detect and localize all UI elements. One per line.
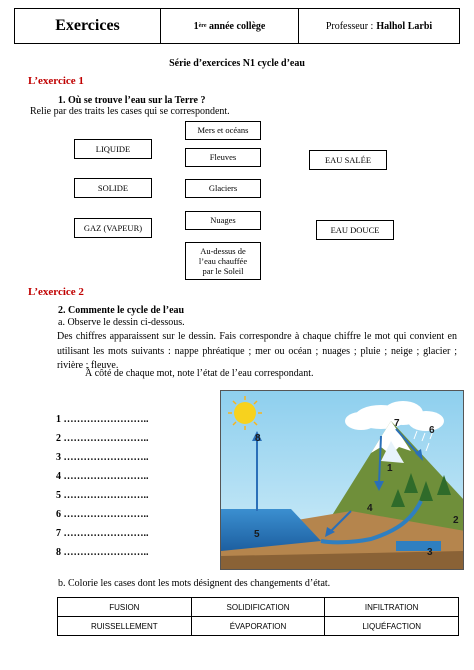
table-cell-liquefaction[interactable]: LIQUÉFACTION [325,617,459,636]
box-glaciers: Glaciers [185,179,261,198]
level-superscript: ère [198,23,207,29]
answer-line-4[interactable]: 4 …………………….. [56,471,149,482]
diagram-number-1: 1 [387,463,393,474]
water-cycle-illustration [221,391,464,570]
table-cell-ruissellement[interactable]: RUISSELLEMENT [58,617,192,636]
exercise1-instruction: Relie par des traits les cases qui se correspondent. [30,106,230,117]
groundwater [396,541,441,551]
box-gaz: GAZ (VAPEUR) [74,218,152,238]
box-au-dessus-eau: Au-dessus de l’eau chauffée par le Soleil [185,242,261,280]
header-teacher [299,9,459,43]
exercise2-sub-b: b. Colorie les cases dont les mots désignent des changements d’état. [58,578,331,589]
teacher-label: Professeur : [325,20,374,32]
box-eau-douce: EAU DOUCE [316,220,394,240]
table-cell-solidification[interactable]: SOLIDIFICATION [191,598,325,617]
exercise1-heading: L’exercice 1 [28,75,84,87]
answer-line-3[interactable]: 3 …………………….. [56,452,149,463]
series-title: Série d’exercices N1 cycle d’eau [169,58,305,69]
diagram-number-3: 3 [427,547,433,558]
exercise2-sub-a: a. Observe le dessin ci-dessous. [58,317,185,328]
answer-line-8[interactable]: 8 …………………….. [56,547,149,558]
table-row [58,617,459,636]
exercise2-question: 2. Commente le cycle de l’eau [58,305,185,316]
box-mers-oceans: Mers et océans [185,121,261,140]
table-cell-evaporation[interactable]: ÉVAPORATION [191,617,325,636]
header-level [161,9,299,43]
diagram-number-4: 4 [367,503,373,514]
states-table [57,597,459,636]
exercise1-question: 1. Où se trouve l’eau sur la Terre ? [58,95,206,106]
box-nuages: Nuages [185,211,261,230]
answer-line-5[interactable]: 5 …………………….. [56,490,149,501]
level-number: 1 [193,20,199,32]
table-row [58,598,459,617]
diagram-number-6: 6 [429,425,435,436]
header-title: Exercices [15,9,161,43]
box-eau-salee: EAU SALÉE [309,150,387,170]
exercise2-paragraph: Des chiffres apparaissent sur le dessin. Fais correspondre à chaque chiffre le mot qui convient en utilisant les mots suivants : nappe phréatique ; mer ou océan ; nuages ; pluie ; neige ; glacier ; rivière ; fleuve. [57,331,457,371]
exercise2-heading: L’exercice 2 [28,286,84,298]
diagram-number-7: 7 [394,418,400,429]
water-cycle-diagram [220,390,464,570]
answer-line-7[interactable]: 7 …………………….. [56,528,149,539]
answer-line-1[interactable]: 1 …………………….. [56,414,149,425]
teacher-name: Halhol Larbi [376,20,433,32]
box-solide: SOLIDE [74,178,152,198]
answer-line-6[interactable]: 6 …………………….. [56,509,149,520]
diagram-number-2: 2 [453,515,459,526]
answer-line-2[interactable]: 2 …………………….. [56,433,149,444]
diagram-number-5: 5 [254,529,260,540]
worksheet-header [14,8,460,44]
table-cell-infiltration[interactable]: INFILTRATION [325,598,459,617]
table-cell-fusion[interactable]: FUSION [58,598,192,617]
diagram-number-8: 8 [255,433,261,444]
box-liquide: LIQUIDE [74,139,152,159]
exercise2-note: À côté de chaque mot, note l’état de l’eau correspondant. [85,368,314,379]
level-text: année collège [209,20,266,32]
box-fleuves: Fleuves [185,148,261,167]
